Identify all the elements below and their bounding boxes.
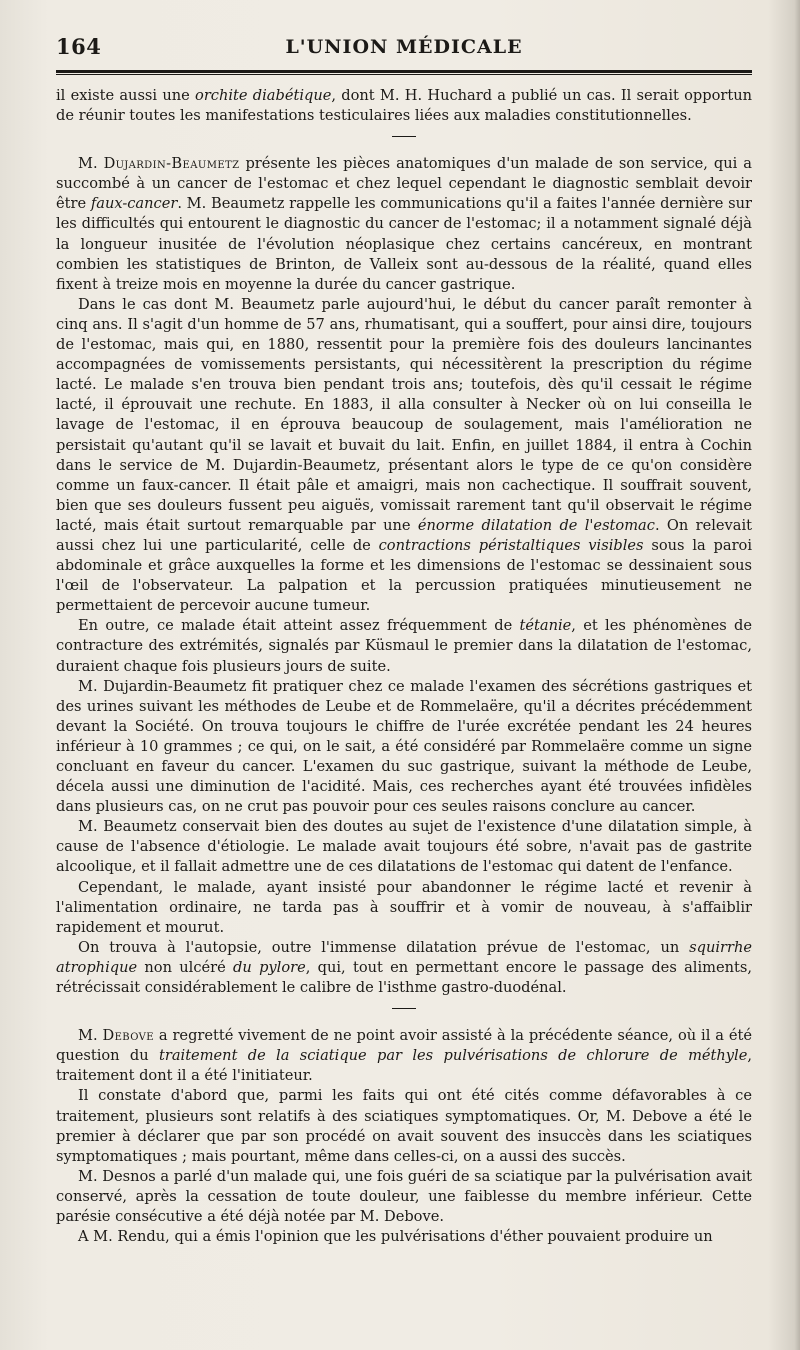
italic-text: contractions péristaltiques visibles — [378, 536, 644, 554]
italic-text: faux-cancer — [90, 195, 178, 213]
text-run: , traitement dont il a été l'initiateur. — [56, 1047, 752, 1085]
italic-text: squirrhe atrophique — [56, 938, 752, 976]
page-number: 164 — [56, 34, 102, 59]
text-run: A M. Rendu, qui a émis l'opinion que les pulvérisations d'éther pouvaient produire un — [78, 1228, 713, 1246]
page-header — [56, 34, 752, 64]
text-run: , et les phénomènes de contracture des extrémités, signalés par Küsmaul le premier dans la dilatation de l'estomac, duraient chaque fois plusieurs jours de suite. — [56, 617, 753, 675]
paragraph — [56, 817, 752, 877]
text-run: . M. Beaumetz rappelle les communications qu'il a faites l'année dernière sur les difficultés qui entourent le diagnostic du cancer de l'estomac; il a notamment signalé déjà la longueur inusitée de l'évolution néoplasique chez certains cancéreux, en montrant combien les statistiques de Brinton, de Valleix sont au-dessous de la réalité, quand elles fixent à treize mois en moyenne la durée du cancer gastrique. — [56, 195, 752, 293]
paragraph — [56, 1167, 752, 1227]
text-run: Cependant, le malade, ayant insisté pour abandonner le régime lacté et revenir à l'alimentation ordinaire, ne tarda pas à souffrir et à vomir de nouveau, à s'affaiblir rapidement et mourut. — [56, 878, 752, 936]
section-separator — [56, 126, 752, 154]
italic-text: orchite diabétique — [195, 87, 332, 104]
page-edge-shadow — [794, 0, 800, 1350]
italic-text: énorme dilatation de l'estomac — [417, 516, 655, 534]
text-run: présente les pièces anatomiques d'un malade de son service, qui a succombé à un cancer de l'estomac et chez lequel cependant le diagnostic semblait devoir être — [56, 155, 752, 213]
paragraph — [56, 878, 752, 938]
paragraph — [56, 1227, 752, 1247]
text-run: non ulcéré — [137, 958, 234, 976]
text-run: M. Desnos a parlé d'un malade qui, une fois guéri de sa sciatique par la pulvérisation avait conservé, après la cessation de toute douleur, une faiblesse du membre inférieur. Cette parésie consécutive a été déjà notée par M. Debove. — [56, 1167, 752, 1225]
speaker-name: Debove — [102, 1027, 154, 1045]
running-title: L'UNION MÉDICALE — [285, 36, 523, 58]
text-run: Dans le cas dont M. Beaumetz parle aujourd'hui, le début du cancer paraît remonter à cinq ans. Il s'agit d'un homme de 57 ans, rhumatisant, qui a souffert, pour ainsi dire, toujours de l'estomac, mais qui, en 1880, ressentit pour la première fois des douleurs lancinantes accompagnées de vomissements persistants, qui nécessitèrent la prescription du régime lacté. Le malade s'en trouva bien pendant trois ans; toutefois, dès qu'il cessait le régime lacté, il éprouvait une rechute. En 1883, il alla consulter à Necker où on lui conseilla le lavage de l'estomac, il en éprouva beaucoup de soulagement, mais l'amélioration ne persistait qu'autant qu'il se lavait et buvait du lait. Enfin, en juillet 1884, il entra à Cochin dans le service de M. Dujardin-Beaumetz, présentant alors le type de ce qu'on considère comme un faux-cancer. Il était pâle et amaigri, mais non cachectique. Il souffrait souvent, bien que ses douleurs fussent peu aiguës, vomissait rarement tant qu'il observait le régime lacté, mais était surtout remarquable par une — [56, 295, 752, 534]
speaker-name: Dujardin-Beaumetz — [103, 155, 240, 173]
text-run: M. — [78, 1027, 103, 1045]
paragraph — [56, 938, 752, 998]
text-run: . On relevait aussi chez lui une particularité, celle de — [56, 516, 752, 554]
text-run: Il constate d'abord que, parmi les faits qui ont été cités comme défavorables à ce traitement, plusieurs sont relatifs à des sciatiques symptomatiques. Or, M. Debove a été le premier à déclarer que par son procédé on avait souvent des insuccès dans les sciatiques symptomatiques ; mais pourtant, même dans celles-ci, on a aussi des succès. — [56, 1087, 752, 1165]
paragraph — [56, 1026, 752, 1086]
paragraph — [56, 86, 752, 126]
italic-text: traitement de la sciatique par les pulvérisations de chlorure de méthyle — [158, 1047, 748, 1065]
separator-dash — [392, 1008, 416, 1009]
text-run: En outre, ce malade était atteint assez fréquemment de — [78, 617, 520, 635]
text-run: , dont M. H. Huchard a publié un cas. Il serait opportun de réunir toutes les manifestations testiculaires liées aux maladies constitutionnelles. — [56, 87, 752, 125]
paragraph — [56, 154, 752, 295]
text-run: , qui, tout en permettant encore le passage des aliments, rétrécissait considérablement le calibre de l'isthme gastro-duodénal. — [56, 958, 752, 997]
text-run: M. Dujardin-Beaumetz fit pratiquer chez ce malade l'examen des sécrétions gastriques et des urines suivant les méthodes de Leube et de Rommelaëre, qu'il a décrites précédemment devant la Société. On trouva toujours le chiffre de l'urée excrétée pendant les 24 heures inférieur à 10 grammes ; ce qui, on le sait, a été considéré par Rommelaëre comme un signe concluant en faveur du cancer. L'examen du suc gastrique, suivant la méthode de Leube, décela aussi une diminution de l'acidité. Mais, ces recherches ayant été trouvées infidèles dans plusieurs cas, on ne crut pas pouvoir pour ces seules raisons conclure au cancer. — [56, 677, 752, 816]
text-run: M. Beaumetz conservait bien des doutes au sujet de l'existence d'une dilatation simple, à cause de l'absence d'étiologie. Le malade avait toujours été sobre, n'avait pas de gastrite alcoolique, et il fallait admettre une de ces dilatations de l'estomac qui datent de l'enfance. — [56, 818, 752, 876]
text-run: a regretté vivement de ne point avoir assisté à la précédente séance, où il a été question du — [56, 1027, 752, 1065]
separator-dash — [392, 136, 416, 137]
paragraph — [56, 616, 752, 676]
section-separator — [56, 998, 752, 1026]
text-run: il existe aussi une — [56, 87, 196, 104]
paragraph — [56, 295, 752, 617]
text-run: M. — [78, 155, 104, 173]
italic-text: tétanie — [519, 617, 572, 635]
header-rule — [56, 70, 752, 75]
paragraph — [56, 677, 752, 818]
paragraph — [56, 1086, 752, 1166]
text-run: On trouva à l'autopsie, outre l'immense dilatation prévue de l'estomac, un — [78, 938, 690, 956]
italic-text: du pylore — [233, 958, 306, 976]
text-run: sous la paroi abdominale et grâce auxquelles la forme et les dimensions de l'estomac se dessinaient sous l'œil de l'observateur. La palpation et la percussion pratiquées minutieusement ne permettaient de percevoir aucune tumeur. — [56, 536, 752, 615]
article-body — [56, 86, 752, 1247]
